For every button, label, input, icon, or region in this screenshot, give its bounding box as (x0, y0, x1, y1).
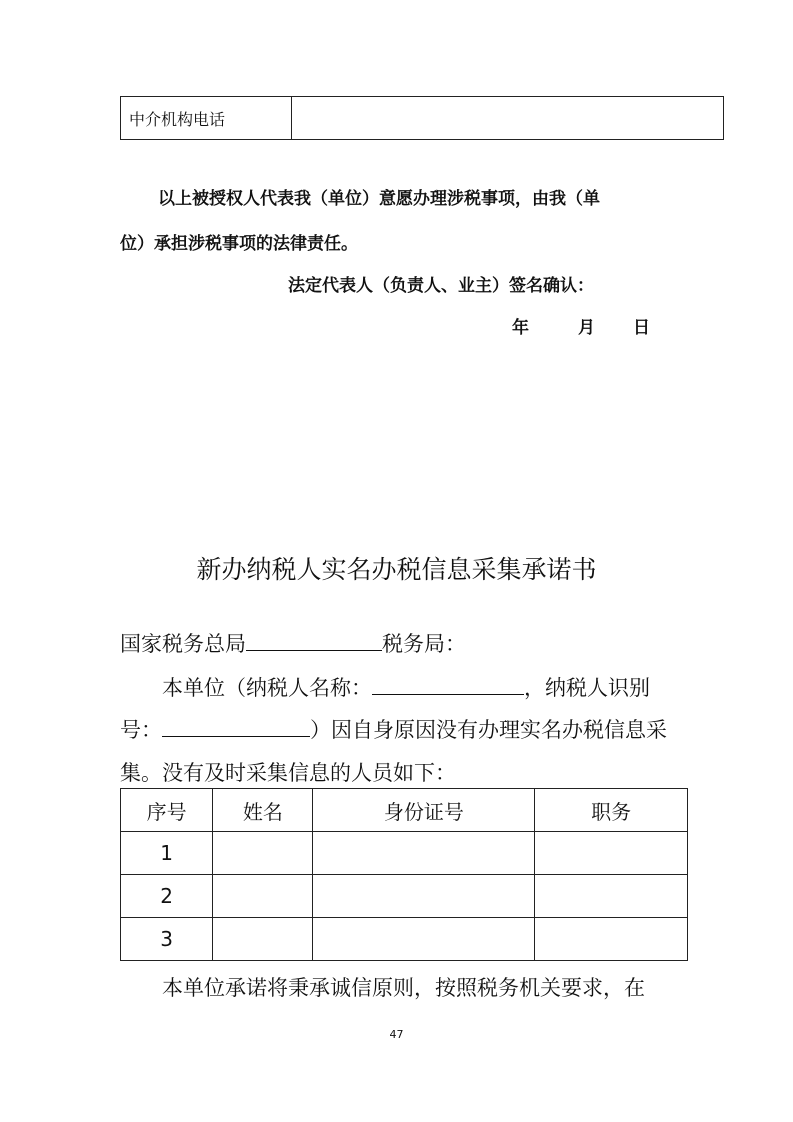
paragraph-1-reason: ）因自身原因没有办理实名办税信息采 (310, 718, 667, 742)
taxpayer-id-label: ，纳税人识别 (524, 676, 650, 700)
tax-bureau-blank[interactable] (246, 650, 382, 651)
uncollected-persons-table (120, 788, 688, 961)
row-position-cell[interactable] (535, 875, 688, 918)
document-title: 新办纳税人实名办税信息采集承诺书 (196, 555, 597, 584)
intermediary-phone-table (120, 96, 724, 140)
header-serial: 序号 (121, 789, 213, 832)
row-id-cell[interactable] (313, 918, 535, 961)
paragraph-1-line-3: 集。没有及时采集信息的人员如下： (120, 761, 456, 785)
taxpayer-id-blank[interactable] (162, 736, 310, 737)
row-serial: 2 (121, 875, 213, 918)
row-id-cell[interactable] (313, 832, 535, 875)
date-month-label: 月 (578, 318, 595, 338)
table-header-row (121, 789, 688, 832)
date-day-label: 日 (633, 318, 650, 338)
taxpayer-name-label: 本单位（纳税人名称： (162, 676, 372, 700)
row-position-cell[interactable] (535, 918, 688, 961)
signature-confirm-label: 法定代表人（负责人、业主）签名确认： (288, 276, 594, 296)
addressee-suffix: 税务局： (382, 632, 466, 656)
paragraph-2-line-1: 本单位承诺将秉承诚信原则，按照税务机关要求，在 (162, 976, 645, 1000)
taxpayer-name-blank[interactable] (372, 694, 524, 695)
row-serial: 3 (121, 918, 213, 961)
row-serial: 1 (121, 832, 213, 875)
table-row (121, 832, 688, 875)
paragraph-1-line-2 (120, 714, 667, 744)
paragraph-1-line-1 (162, 672, 650, 702)
addressee-prefix: 国家税务总局 (120, 632, 246, 656)
header-name: 姓名 (213, 789, 313, 832)
table-row (121, 97, 724, 140)
row-position-cell[interactable] (535, 832, 688, 875)
intermediary-phone-value[interactable] (292, 97, 724, 140)
row-name-cell[interactable] (213, 832, 313, 875)
taxpayer-id-prefix: 号： (120, 718, 162, 742)
page-number: 47 (389, 1028, 404, 1041)
header-position: 职务 (535, 789, 688, 832)
date-year-label: 年 (512, 318, 529, 338)
row-name-cell[interactable] (213, 918, 313, 961)
authorization-line-2: 位）承担涉税事项的法律责任。 (120, 234, 358, 254)
header-id-number: 身份证号 (313, 789, 535, 832)
table-row (121, 918, 688, 961)
row-id-cell[interactable] (313, 875, 535, 918)
row-name-cell[interactable] (213, 875, 313, 918)
table-row (121, 875, 688, 918)
authorization-line-1: 以上被授权人代表我（单位）意愿办理涉税事项，由我（单 (158, 189, 600, 209)
addressee-line (120, 628, 466, 658)
intermediary-phone-label: 中介机构电话 (121, 97, 292, 140)
